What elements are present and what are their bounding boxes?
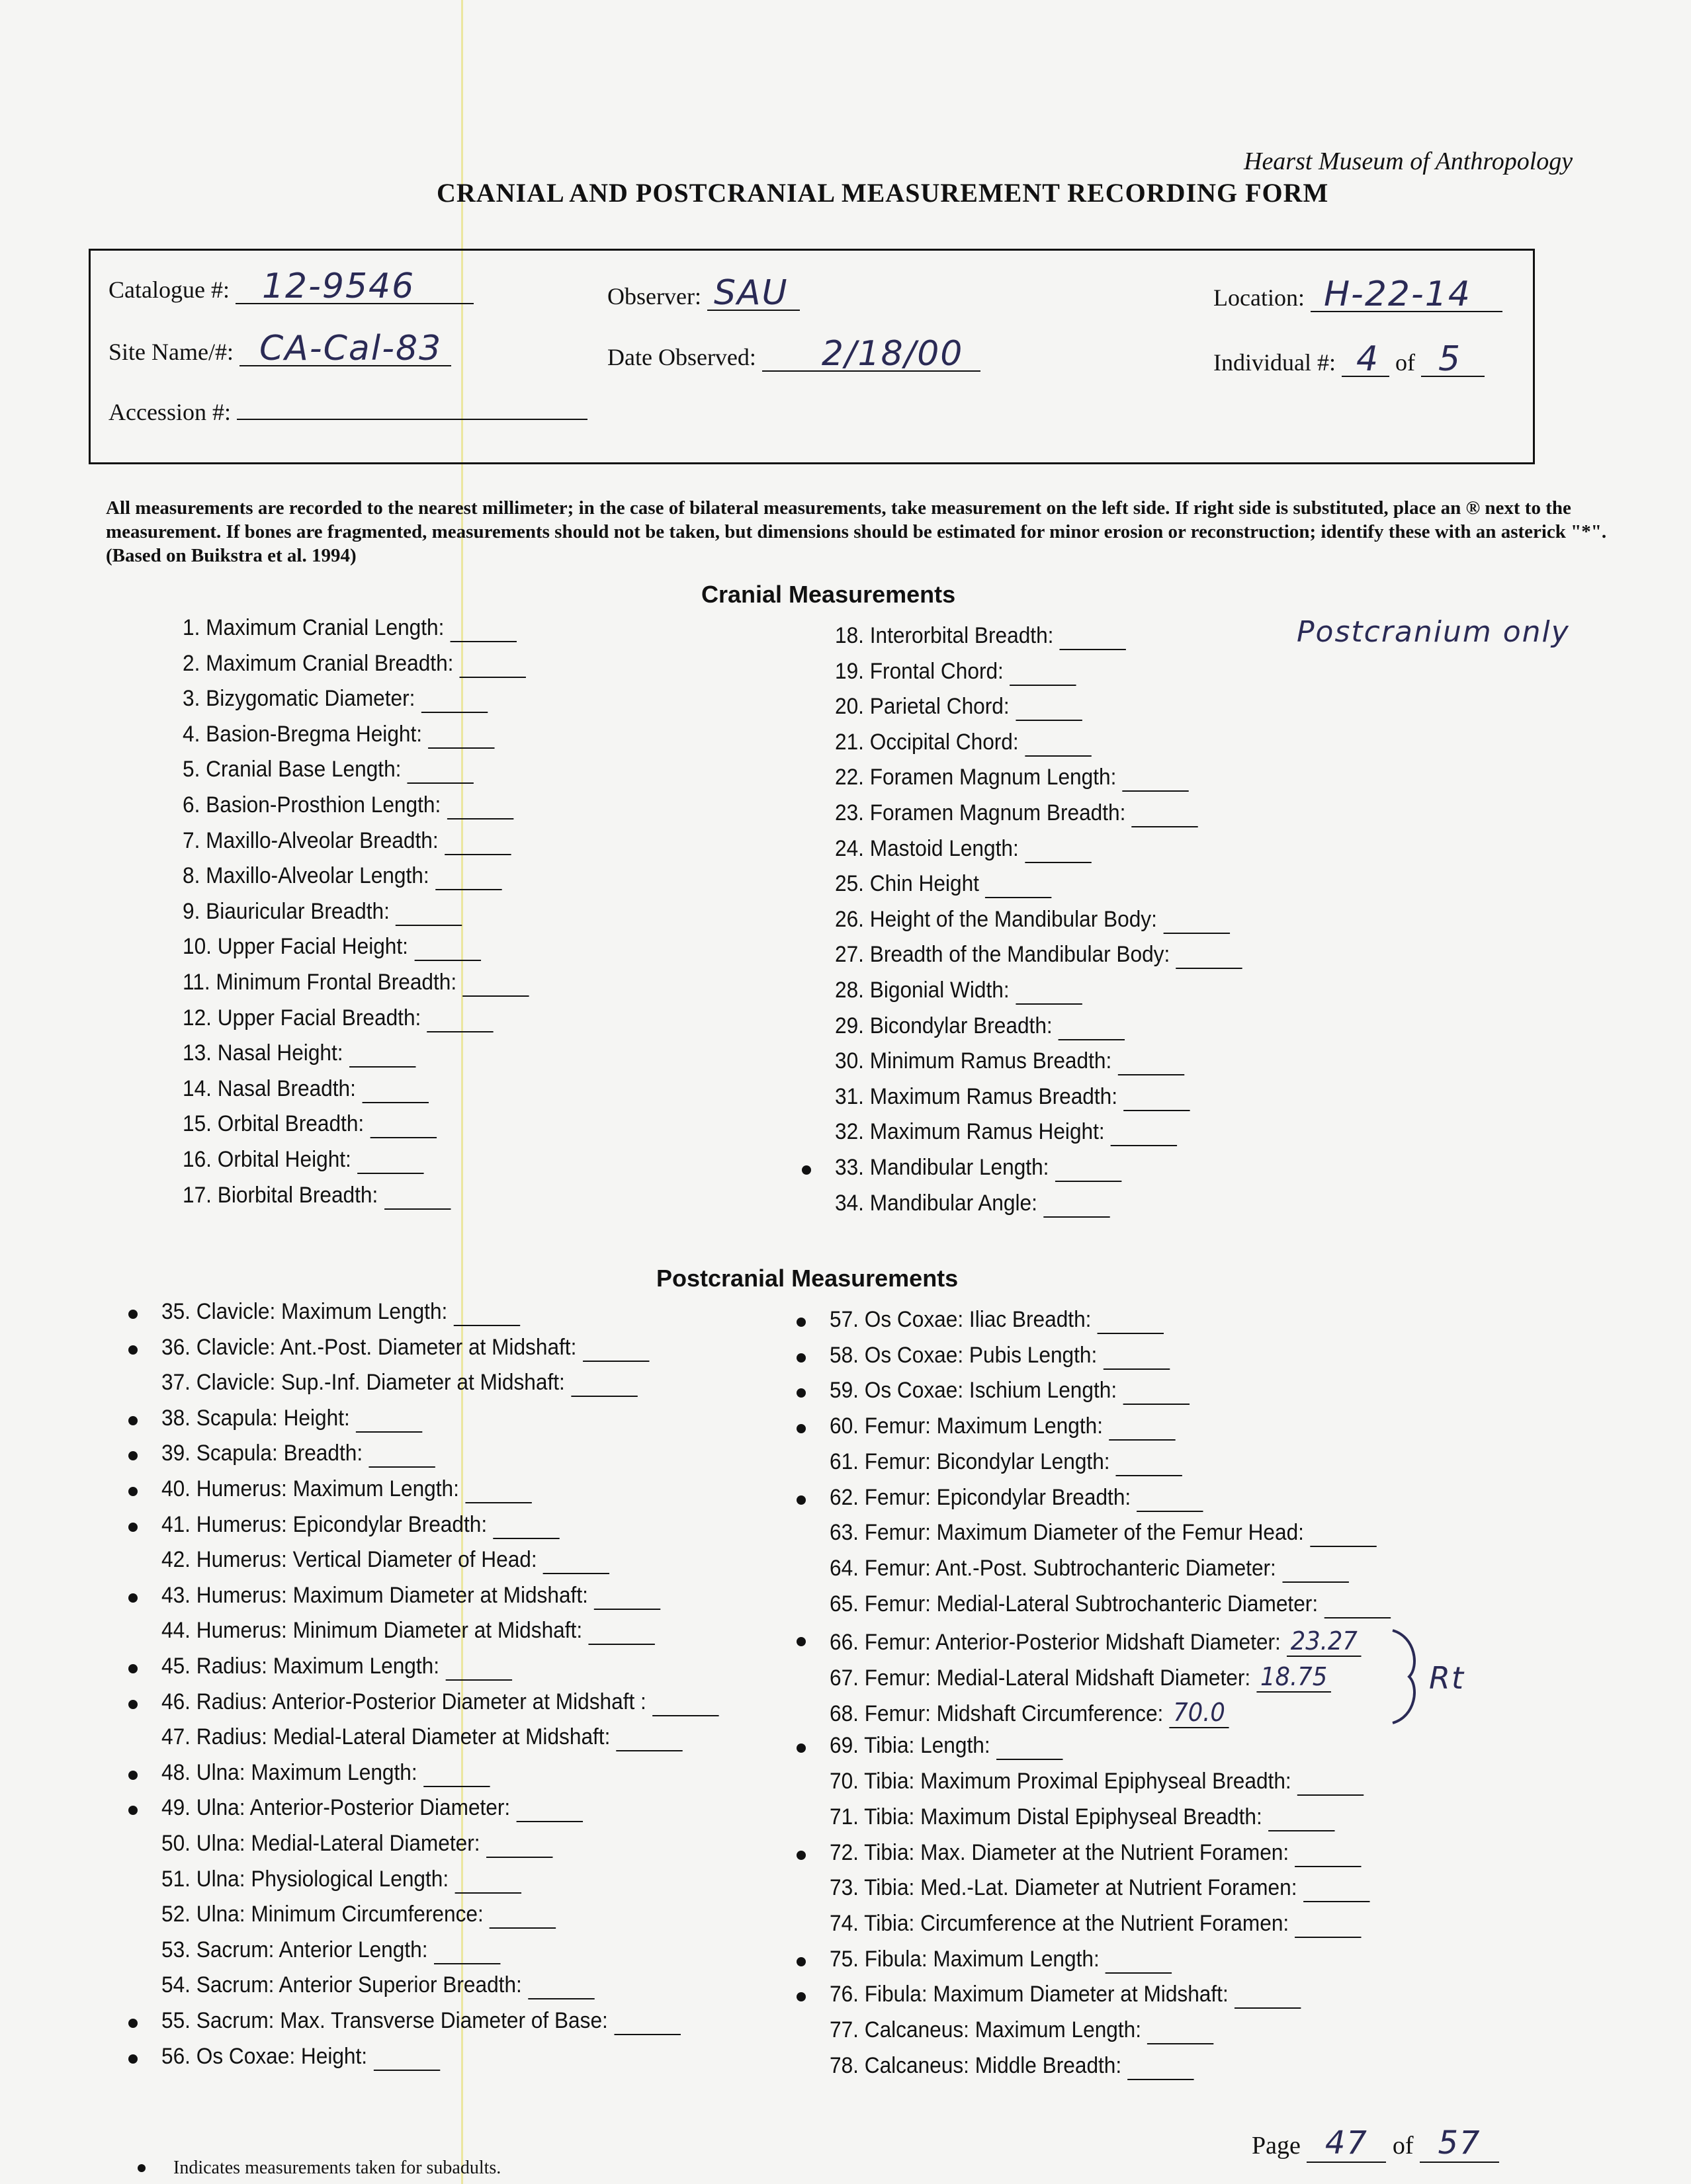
catalogue-field	[108, 267, 474, 306]
measurement-row	[830, 2053, 1194, 2080]
catalogue-label: Catalogue #:	[108, 276, 230, 303]
instructions: All measurements are recorded to the nearest millimeter; in the case of bilateral measurements, take measurement on the left side. If right side is substituted, place an ® next to the measurement. If bones are fragmented, measurements should not be taken, but dimensions should be estimated for minor erosion or reconstruction; identify these with an asterick "*". (Based on Buikstra et al. 1994)	[106, 497, 1607, 566]
measurement-value[interactable]	[1123, 1084, 1190, 1111]
measurement-value[interactable]	[454, 1299, 520, 1326]
site-label: Site Name/#:	[108, 339, 234, 365]
subadult-bullet	[128, 2054, 138, 2064]
measurement-value[interactable]	[349, 1040, 415, 1068]
measurement-row	[830, 1698, 1229, 1728]
subadult-bullet	[128, 1416, 138, 1425]
measurement-value[interactable]	[517, 1795, 583, 1822]
measurement-row	[835, 1191, 1110, 1218]
measurement-row	[183, 1040, 415, 1068]
subadult-bullet	[128, 1310, 138, 1319]
measurement-label: 33. Mandibular Length:	[835, 1155, 1049, 1180]
measurement-row	[835, 1119, 1177, 1146]
accession-value[interactable]	[237, 419, 587, 420]
measurement-label: 69. Tibia: Length:	[830, 1733, 990, 1759]
catalogue-value[interactable]: 12-9546	[236, 270, 474, 304]
subadult-bullet	[797, 1957, 806, 1966]
measurement-row	[830, 1733, 1062, 1760]
measurement-value[interactable]	[414, 934, 480, 961]
handwritten-note-postcranium: Postcranium only	[1297, 615, 1570, 649]
measurement-row	[835, 1048, 1184, 1075]
page-label: Page	[1252, 2132, 1301, 2160]
measurement-value[interactable]	[1109, 1413, 1175, 1441]
measurement-row	[835, 907, 1230, 934]
measurement-label: 65. Femur: Medial-Lateral Subtrochanteric Diameter:	[830, 1591, 1319, 1617]
measurement-label: 32. Maximum Ramus Height:	[835, 1119, 1105, 1145]
measurement-label: 58. Os Coxae: Pubis Length:	[830, 1342, 1098, 1368]
measurement-label: 23. Foramen Magnum Breadth:	[835, 800, 1126, 825]
measurement-label: 8. Maxillo-Alveolar Length:	[183, 863, 429, 889]
measurement-value[interactable]	[490, 1902, 556, 1929]
measurement-value[interactable]	[493, 1512, 559, 1539]
measurement-row	[183, 970, 529, 997]
measurement-value[interactable]	[408, 757, 474, 784]
measurement-label: 4. Basion-Bregma Height:	[183, 721, 423, 747]
measurement-label: 35. Clavicle: Maximum Length:	[161, 1299, 448, 1324]
measurement-row	[830, 1413, 1176, 1441]
page-current[interactable]: 47	[1307, 2124, 1386, 2163]
measurement-value[interactable]	[445, 1654, 511, 1681]
footnote-bullet	[138, 2164, 146, 2172]
measurement-label: 48. Ulna: Maximum Length:	[161, 1759, 417, 1785]
measurement-row	[161, 1937, 500, 1964]
page-of-label: of	[1392, 2132, 1414, 2160]
brace-mark	[1389, 1627, 1429, 1726]
handwritten-note-right-side: Rt	[1429, 1660, 1465, 1696]
measurement-value[interactable]	[1295, 1840, 1361, 1867]
measurement-row	[830, 1307, 1164, 1334]
measurement-label: 47. Radius: Medial-Lateral Diameter at Midshaft:	[161, 1724, 611, 1750]
measurement-row	[183, 722, 495, 749]
measurement-row	[830, 1449, 1182, 1476]
measurement-label: 42. Humerus: Vertical Diameter of Head:	[161, 1547, 537, 1573]
measurement-value[interactable]	[1060, 623, 1126, 650]
measurement-row	[835, 1013, 1125, 1040]
measurement-row	[830, 1378, 1190, 1405]
measurement-row	[161, 1547, 609, 1574]
measurement-label: 60. Femur: Maximum Length:	[830, 1413, 1103, 1439]
measurement-value[interactable]	[1123, 765, 1189, 792]
measurement-value[interactable]	[356, 1406, 422, 1433]
measurement-label: 34. Mandibular Angle:	[835, 1190, 1037, 1216]
date-field	[607, 334, 980, 374]
measurement-label: 78. Calcaneus: Middle Breadth:	[830, 2052, 1122, 2078]
measurement-row	[830, 1804, 1335, 1831]
measurement-row	[835, 836, 1091, 863]
measurement-label: 66. Femur: Anterior-Posterior Midshaft Diameter:	[830, 1630, 1281, 1656]
subadult-bullet	[128, 1664, 138, 1673]
subadult-bullet	[128, 2019, 138, 2028]
measurement-value[interactable]	[1111, 1119, 1177, 1146]
measurement-row	[161, 1972, 595, 1999]
measurement-row	[183, 1005, 494, 1032]
subadult-bullet	[128, 1771, 138, 1780]
measurement-label: 16. Orbital Height:	[183, 1147, 351, 1172]
measurement-label: 9. Biauricular Breadth:	[183, 898, 390, 924]
measurement-label: 25. Chin Height	[835, 871, 979, 897]
measurement-label: 49. Ulna: Anterior-Posterior Diameter:	[161, 1795, 511, 1821]
measurement-label: 37. Clavicle: Sup.-Inf. Diameter at Midshaft:	[161, 1370, 565, 1396]
measurement-row	[830, 1343, 1170, 1370]
measurement-label: 54. Sacrum: Anterior Superior Breadth:	[161, 1972, 522, 1998]
measurement-value[interactable]	[373, 2044, 439, 2071]
measurement-row	[183, 615, 517, 642]
measurement-value[interactable]	[447, 792, 513, 819]
measurement-label: 26. Height of the Mandibular Body:	[835, 906, 1157, 932]
measurement-label: 45. Radius: Maximum Length:	[161, 1654, 440, 1679]
measurement-value[interactable]	[543, 1547, 609, 1574]
measurement-label: 19. Frontal Chord:	[835, 658, 1004, 684]
measurement-row	[830, 2017, 1214, 2044]
measurement-label: 13. Nasal Height:	[183, 1040, 343, 1066]
measurement-row	[161, 1902, 556, 1929]
measurement-label: 53. Sacrum: Anterior Length:	[161, 1937, 428, 1962]
measurement-label: 61. Femur: Bicondylar Length:	[830, 1449, 1110, 1474]
subadult-bullet	[797, 1424, 806, 1433]
measurement-value[interactable]	[1235, 1982, 1301, 2009]
measurement-row	[161, 1795, 583, 1822]
measurement-value[interactable]	[1303, 1875, 1369, 1902]
measurement-row	[161, 1370, 638, 1397]
accession-label: Accession #:	[108, 399, 231, 425]
measurement-value[interactable]	[996, 1733, 1062, 1760]
subadult-bullet	[128, 1523, 138, 1532]
subadult-bullet	[128, 1593, 138, 1603]
measurement-row	[161, 2044, 440, 2071]
site-value[interactable]: CA-Cal-83	[239, 332, 451, 366]
subadult-bullet	[128, 1700, 138, 1709]
measurement-label: 70. Tibia: Maximum Proximal Epiphyseal Breadth:	[830, 1769, 1291, 1794]
measurement-label: 21. Occipital Chord:	[835, 729, 1019, 755]
measurement-row	[161, 1760, 490, 1787]
measurement-row	[183, 757, 474, 784]
measurement-value[interactable]	[614, 2008, 680, 2035]
measurement-label: 27. Breadth of the Mandibular Body:	[835, 942, 1170, 968]
measurement-label: 62. Femur: Epicondylar Breadth:	[830, 1484, 1131, 1510]
individual-of-label: of	[1395, 349, 1415, 376]
measurement-label: 36. Clavicle: Ant.-Post. Diameter at Midshaft:	[161, 1334, 577, 1360]
date-value[interactable]: 2/18/00	[762, 337, 980, 372]
footnote: Indicates measurements taken for subadults.	[173, 2158, 501, 2178]
measurement-value[interactable]	[1098, 1307, 1164, 1334]
measurement-row	[161, 1476, 532, 1503]
measurement-value[interactable]	[652, 1689, 718, 1716]
measurement-label: 15. Orbital Breadth:	[183, 1111, 365, 1137]
measurement-value[interactable]	[370, 1111, 436, 1138]
measurement-row	[183, 686, 488, 713]
measurement-label: 43. Humerus: Maximum Diameter at Midshaft:	[161, 1582, 588, 1608]
measurement-value[interactable]	[1176, 942, 1242, 969]
individual-field	[1213, 339, 1485, 379]
measurement-label: 6. Basion-Prosthion Length:	[183, 792, 441, 818]
subadult-bullet	[128, 1345, 138, 1355]
measurement-row	[835, 800, 1198, 827]
measurement-value[interactable]	[1104, 1343, 1170, 1370]
measurement-value[interactable]	[1118, 1048, 1184, 1075]
measurement-value[interactable]	[1010, 659, 1076, 686]
measurement-row	[161, 1724, 683, 1751]
measurement-row	[161, 1831, 552, 1858]
measurement-value[interactable]	[985, 871, 1051, 898]
measurement-row	[835, 730, 1091, 757]
measurement-value[interactable]	[423, 1760, 490, 1787]
measurement-row	[161, 1654, 512, 1681]
measurement-value[interactable]	[1297, 1769, 1364, 1796]
page-total[interactable]: 57	[1420, 2124, 1499, 2163]
measurement-label: 5. Cranial Base Length:	[183, 757, 402, 782]
measurement-value[interactable]	[1016, 978, 1082, 1005]
measurement-value[interactable]	[462, 970, 529, 997]
measurement-value[interactable]	[588, 1618, 654, 1645]
measurement-row	[835, 694, 1082, 721]
measurement-row	[161, 1512, 560, 1539]
postcranial-section-title: Postcranial Measurements	[656, 1265, 959, 1292]
measurement-value[interactable]	[460, 651, 526, 678]
measurement-label: 75. Fibula: Maximum Length:	[830, 1946, 1100, 1972]
measurement-value[interactable]	[1132, 800, 1198, 827]
subadult-bullet	[802, 1165, 811, 1175]
measurement-label: 3. Bizygomatic Diameter:	[183, 686, 415, 712]
measurement-label: 29. Bicondylar Breadth:	[835, 1013, 1053, 1038]
individual-label: Individual #:	[1213, 349, 1336, 376]
measurement-value[interactable]	[1043, 1191, 1109, 1218]
measurement-label: 38. Scapula: Height:	[161, 1405, 350, 1431]
subadult-bullet	[128, 1487, 138, 1496]
measurement-label: 20. Parietal Chord:	[835, 694, 1010, 720]
measurement-value[interactable]	[1016, 694, 1082, 721]
measurement-label: 67. Femur: Medial-Lateral Midshaft Diameter:	[830, 1665, 1251, 1691]
measurement-value[interactable]	[357, 1147, 423, 1174]
measurement-label: 44. Humerus: Minimum Diameter at Midshaft:	[161, 1618, 583, 1644]
measurement-value[interactable]	[435, 863, 501, 890]
measurement-value[interactable]	[451, 615, 517, 642]
measurement-row	[183, 863, 501, 890]
measurement-value[interactable]	[583, 1335, 649, 1362]
measurement-label: 55. Sacrum: Max. Transverse Diameter of Base:	[161, 2008, 608, 2033]
measurement-row	[830, 1840, 1362, 1867]
measurement-value[interactable]	[1025, 730, 1091, 757]
measurement-row	[830, 1626, 1361, 1657]
location-label: Location:	[1213, 284, 1305, 311]
measurement-value[interactable]	[1295, 1911, 1362, 1938]
measurement-row	[183, 899, 462, 926]
measurement-label: 40. Humerus: Maximum Length:	[161, 1476, 459, 1501]
measurement-value[interactable]	[1106, 1947, 1172, 1974]
measurement-value[interactable]	[1268, 1804, 1334, 1831]
measurement-value[interactable]	[465, 1476, 531, 1503]
measurement-label: 74. Tibia: Circumference at the Nutrient Foramen:	[830, 1910, 1289, 1936]
measurement-row	[835, 765, 1189, 792]
cranial-section-title: Cranial Measurements	[701, 581, 956, 608]
measurement-row	[161, 1867, 521, 1894]
measurement-label: 59. Os Coxae: Ischium Length:	[830, 1378, 1117, 1404]
measurement-label: 71. Tibia: Maximum Distal Epiphyseal Breadth:	[830, 1804, 1262, 1829]
measurement-label: 31. Maximum Ramus Breadth:	[835, 1083, 1118, 1109]
measurement-row	[835, 942, 1242, 969]
measurement-value[interactable]	[369, 1441, 435, 1468]
measurement-value[interactable]	[571, 1370, 637, 1397]
subadult-bullet	[797, 1353, 806, 1363]
accession-field	[108, 398, 587, 426]
measurement-label: 50. Ulna: Medial-Lateral Diameter:	[161, 1831, 480, 1856]
measurement-value[interactable]: 18.75	[1256, 1662, 1330, 1693]
subadult-bullet	[797, 1318, 806, 1327]
measurement-row	[830, 1982, 1301, 2009]
subadult-bullet	[797, 1743, 806, 1753]
observer-field	[607, 273, 800, 313]
measurement-row	[161, 1441, 435, 1468]
measurement-label: 56. Os Coxae: Height:	[161, 2043, 368, 2069]
measurement-row	[161, 1406, 423, 1433]
measurement-label: 14. Nasal Breadth:	[183, 1075, 356, 1101]
subadult-bullet	[797, 1495, 806, 1505]
measurement-row	[835, 659, 1076, 686]
subadult-bullet	[797, 1992, 806, 2001]
measurement-label: 1. Maximum Cranial Length:	[183, 615, 445, 640]
measurement-row	[835, 1084, 1190, 1111]
measurement-row	[183, 1183, 451, 1210]
subadult-bullet	[128, 1451, 138, 1460]
individual-total[interactable]: 5	[1421, 343, 1485, 377]
measurement-value[interactable]	[362, 1076, 428, 1103]
measurement-label: 17. Biorbital Breadth:	[183, 1182, 378, 1208]
measurement-label: 68. Femur: Midshaft Circumference:	[830, 1701, 1164, 1726]
measurement-value[interactable]	[434, 1937, 500, 1964]
measurement-label: 30. Minimum Ramus Breadth:	[835, 1048, 1112, 1074]
measurement-label: 22. Foramen Magnum Length:	[835, 765, 1117, 790]
measurement-label: 46. Radius: Anterior-Posterior Diameter at Midshaft :	[161, 1689, 646, 1714]
measurement-label: 64. Femur: Ant.-Post. Subtrochanteric Diameter:	[830, 1555, 1276, 1581]
measurement-value[interactable]: 23.27	[1287, 1626, 1361, 1657]
measurement-value[interactable]: 70.0	[1170, 1698, 1229, 1728]
measurement-value[interactable]	[1127, 2053, 1193, 2080]
measurement-row	[161, 1583, 661, 1610]
measurement-value[interactable]	[384, 1183, 451, 1210]
measurement-row	[161, 1689, 719, 1716]
subadult-bullet	[128, 1806, 138, 1815]
measurement-value[interactable]	[445, 828, 511, 855]
measurement-label: 72. Tibia: Max. Diameter at the Nutrient Foramen:	[830, 1839, 1289, 1865]
measurement-row	[835, 978, 1082, 1005]
measurement-label: 63. Femur: Maximum Diameter of the Femur Head:	[830, 1520, 1304, 1546]
form-title: CRANIAL AND POSTCRANIAL MEASUREMENT RECORDING FORM	[437, 178, 1329, 208]
measurement-row	[161, 1299, 520, 1326]
date-label: Date Observed:	[607, 344, 756, 370]
measurement-value[interactable]	[594, 1583, 660, 1610]
measurement-row	[830, 1485, 1203, 1512]
measurement-row	[830, 1591, 1391, 1618]
measurement-value[interactable]	[1282, 1556, 1348, 1583]
measurement-value[interactable]	[486, 1831, 552, 1858]
location-value[interactable]: H-22-14	[1311, 278, 1502, 312]
measurement-label: 52. Ulna: Minimum Circumference:	[161, 1902, 484, 1927]
measurement-value[interactable]	[396, 899, 462, 926]
measurement-row	[835, 1155, 1121, 1182]
subadult-bullet	[797, 1851, 806, 1860]
measurement-value[interactable]	[1025, 836, 1091, 863]
measurement-value[interactable]	[1147, 2017, 1213, 2044]
measurement-value[interactable]	[1137, 1485, 1203, 1512]
measurement-value[interactable]	[1163, 907, 1229, 934]
location-field	[1213, 274, 1502, 314]
measurement-row	[835, 623, 1126, 650]
measurement-value[interactable]	[1059, 1013, 1125, 1040]
site-field	[108, 329, 451, 368]
measurement-value[interactable]	[528, 1972, 594, 1999]
measurement-row	[835, 871, 1052, 898]
measurement-row	[183, 651, 526, 678]
measurement-label: 2. Maximum Cranial Breadth:	[183, 650, 454, 676]
measurement-label: 24. Mastoid Length:	[835, 835, 1019, 861]
measurement-row	[183, 1076, 429, 1103]
measurement-label: 39. Scapula: Breadth:	[161, 1441, 363, 1466]
measurement-row	[830, 1520, 1377, 1547]
measurement-row	[161, 2008, 681, 2035]
measurement-value[interactable]	[428, 722, 494, 749]
museum-name: Hearst Museum of Anthropology	[1244, 147, 1573, 175]
measurement-label: 41. Humerus: Epicondylar Breadth:	[161, 1511, 488, 1537]
measurement-row	[830, 1875, 1369, 1902]
measurement-value[interactable]	[1116, 1449, 1182, 1476]
subadult-bullet	[797, 1388, 806, 1398]
measurement-row	[830, 1769, 1364, 1796]
measurement-label: 77. Calcaneus: Maximum Length:	[830, 2017, 1142, 2042]
observer-label: Observer:	[607, 283, 701, 310]
measurement-value[interactable]	[1324, 1591, 1390, 1618]
measurement-row	[183, 934, 481, 961]
measurement-row	[830, 1556, 1349, 1583]
measurement-row	[830, 1947, 1172, 1974]
measurement-label: 18. Interorbital Breadth:	[835, 623, 1054, 648]
measurement-value[interactable]	[1123, 1378, 1189, 1405]
measurement-label: 10. Upper Facial Height:	[183, 934, 408, 960]
measurement-value[interactable]	[427, 1005, 494, 1032]
measurement-label: 51. Ulna: Physiological Length:	[161, 1866, 449, 1892]
measurement-value[interactable]	[617, 1724, 683, 1751]
subadult-bullet	[797, 1637, 806, 1646]
measurement-value[interactable]	[421, 686, 488, 713]
measurement-label: 28. Bigonial Width:	[835, 978, 1010, 1003]
measurement-value[interactable]	[1055, 1155, 1121, 1182]
measurement-row	[183, 1111, 437, 1138]
individual-value[interactable]: 4	[1342, 343, 1389, 377]
measurement-row	[183, 828, 511, 855]
measurement-row	[183, 792, 513, 819]
page-number	[1252, 2124, 1499, 2163]
measurement-row	[830, 1911, 1362, 1938]
measurement-label: 73. Tibia: Med.-Lat. Diameter at Nutrient Foramen:	[830, 1875, 1297, 1901]
measurement-row	[830, 1662, 1331, 1693]
measurement-label: 12. Upper Facial Breadth:	[183, 1005, 421, 1030]
measurement-value[interactable]	[1310, 1520, 1376, 1547]
measurement-row	[183, 1147, 424, 1174]
measurement-value[interactable]	[455, 1867, 521, 1894]
measurement-row	[161, 1335, 649, 1362]
measurement-label: 11. Minimum Frontal Breadth:	[183, 970, 457, 995]
observer-value[interactable]: SAU	[707, 276, 800, 311]
measurement-row	[161, 1618, 655, 1645]
measurement-label: 7. Maxillo-Alveolar Breadth:	[183, 827, 439, 853]
measurement-label: 76. Fibula: Maximum Diameter at Midshaft:	[830, 1982, 1229, 2007]
measurement-label: 57. Os Coxae: Iliac Breadth:	[830, 1307, 1092, 1332]
